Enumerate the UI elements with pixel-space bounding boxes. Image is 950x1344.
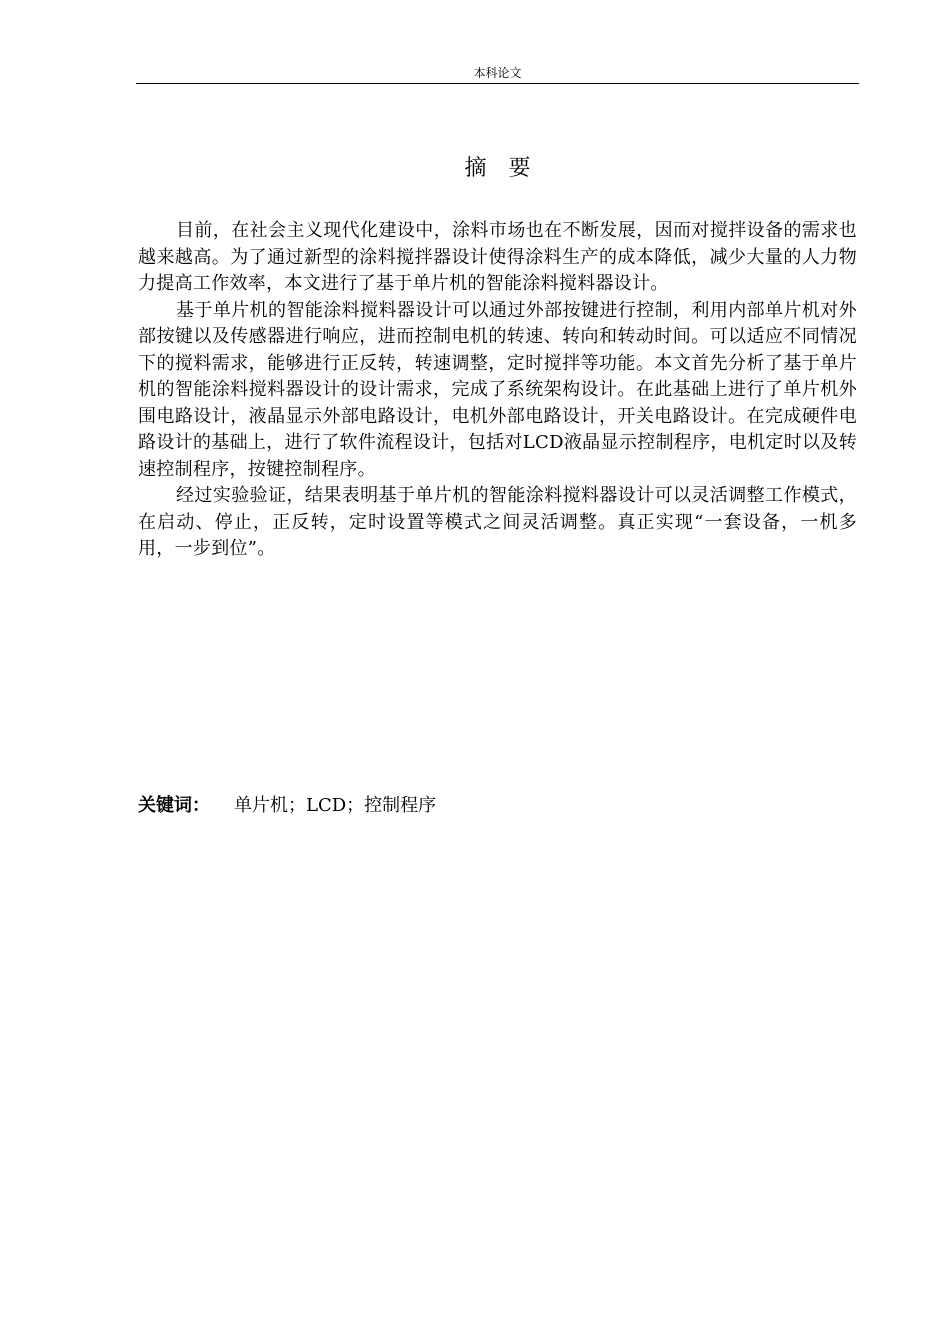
abstract-paragraph-3: 经过实验验证，结果表明基于单片机的智能涂料搅料器设计可以灵活调整工作模式，在启动、停止，正反转，定时设置等模式之间灵活调整。真正实现“一套设备，一机多用，一步到位”。: [138, 485, 857, 559]
keywords-label: 关键词：: [138, 795, 210, 816]
abstract-body: [138, 218, 857, 563]
keywords-line: [138, 793, 857, 819]
running-header: 本科论文: [473, 66, 522, 80]
header-rule: [136, 83, 859, 84]
abstract-title: 摘要: [464, 156, 553, 181]
keywords-value: 单片机；LCD；控制程序: [234, 795, 437, 816]
abstract-paragraph-2: 基于单片机的智能涂料搅料器设计可以通过外部按键进行控制，利用内部单片机对外部按键以及传感器进行响应，进而控制电机的转速、转向和转动时间。可以适应不同情况下的搅料需求，能够进行正反转，转速调整，定时搅拌等功能。本文首先分析了基于单片机的智能涂料搅料器设计的设计需求，完成了系统架构设计。在此基础上进行了单片机外围电路设计，液晶显示外部电路设计，电机外部电路设计，开关电路设计。在完成硬件电路设计的基础上，进行了软件流程设计，包括对LCD液晶显示控制程序，电机定时以及转速控制程序，按键控制程序。: [138, 299, 857, 480]
abstract-paragraph-1: 目前，在社会主义现代化建设中，涂料市场也在不断发展，因而对搅拌设备的需求也越来越高。为了通过新型的涂料搅拌器设计使得涂料生产的成本降低，减少大量的人力物力提高工作效率，本文进行了基于单片机的智能涂料搅料器设计。: [138, 220, 857, 294]
